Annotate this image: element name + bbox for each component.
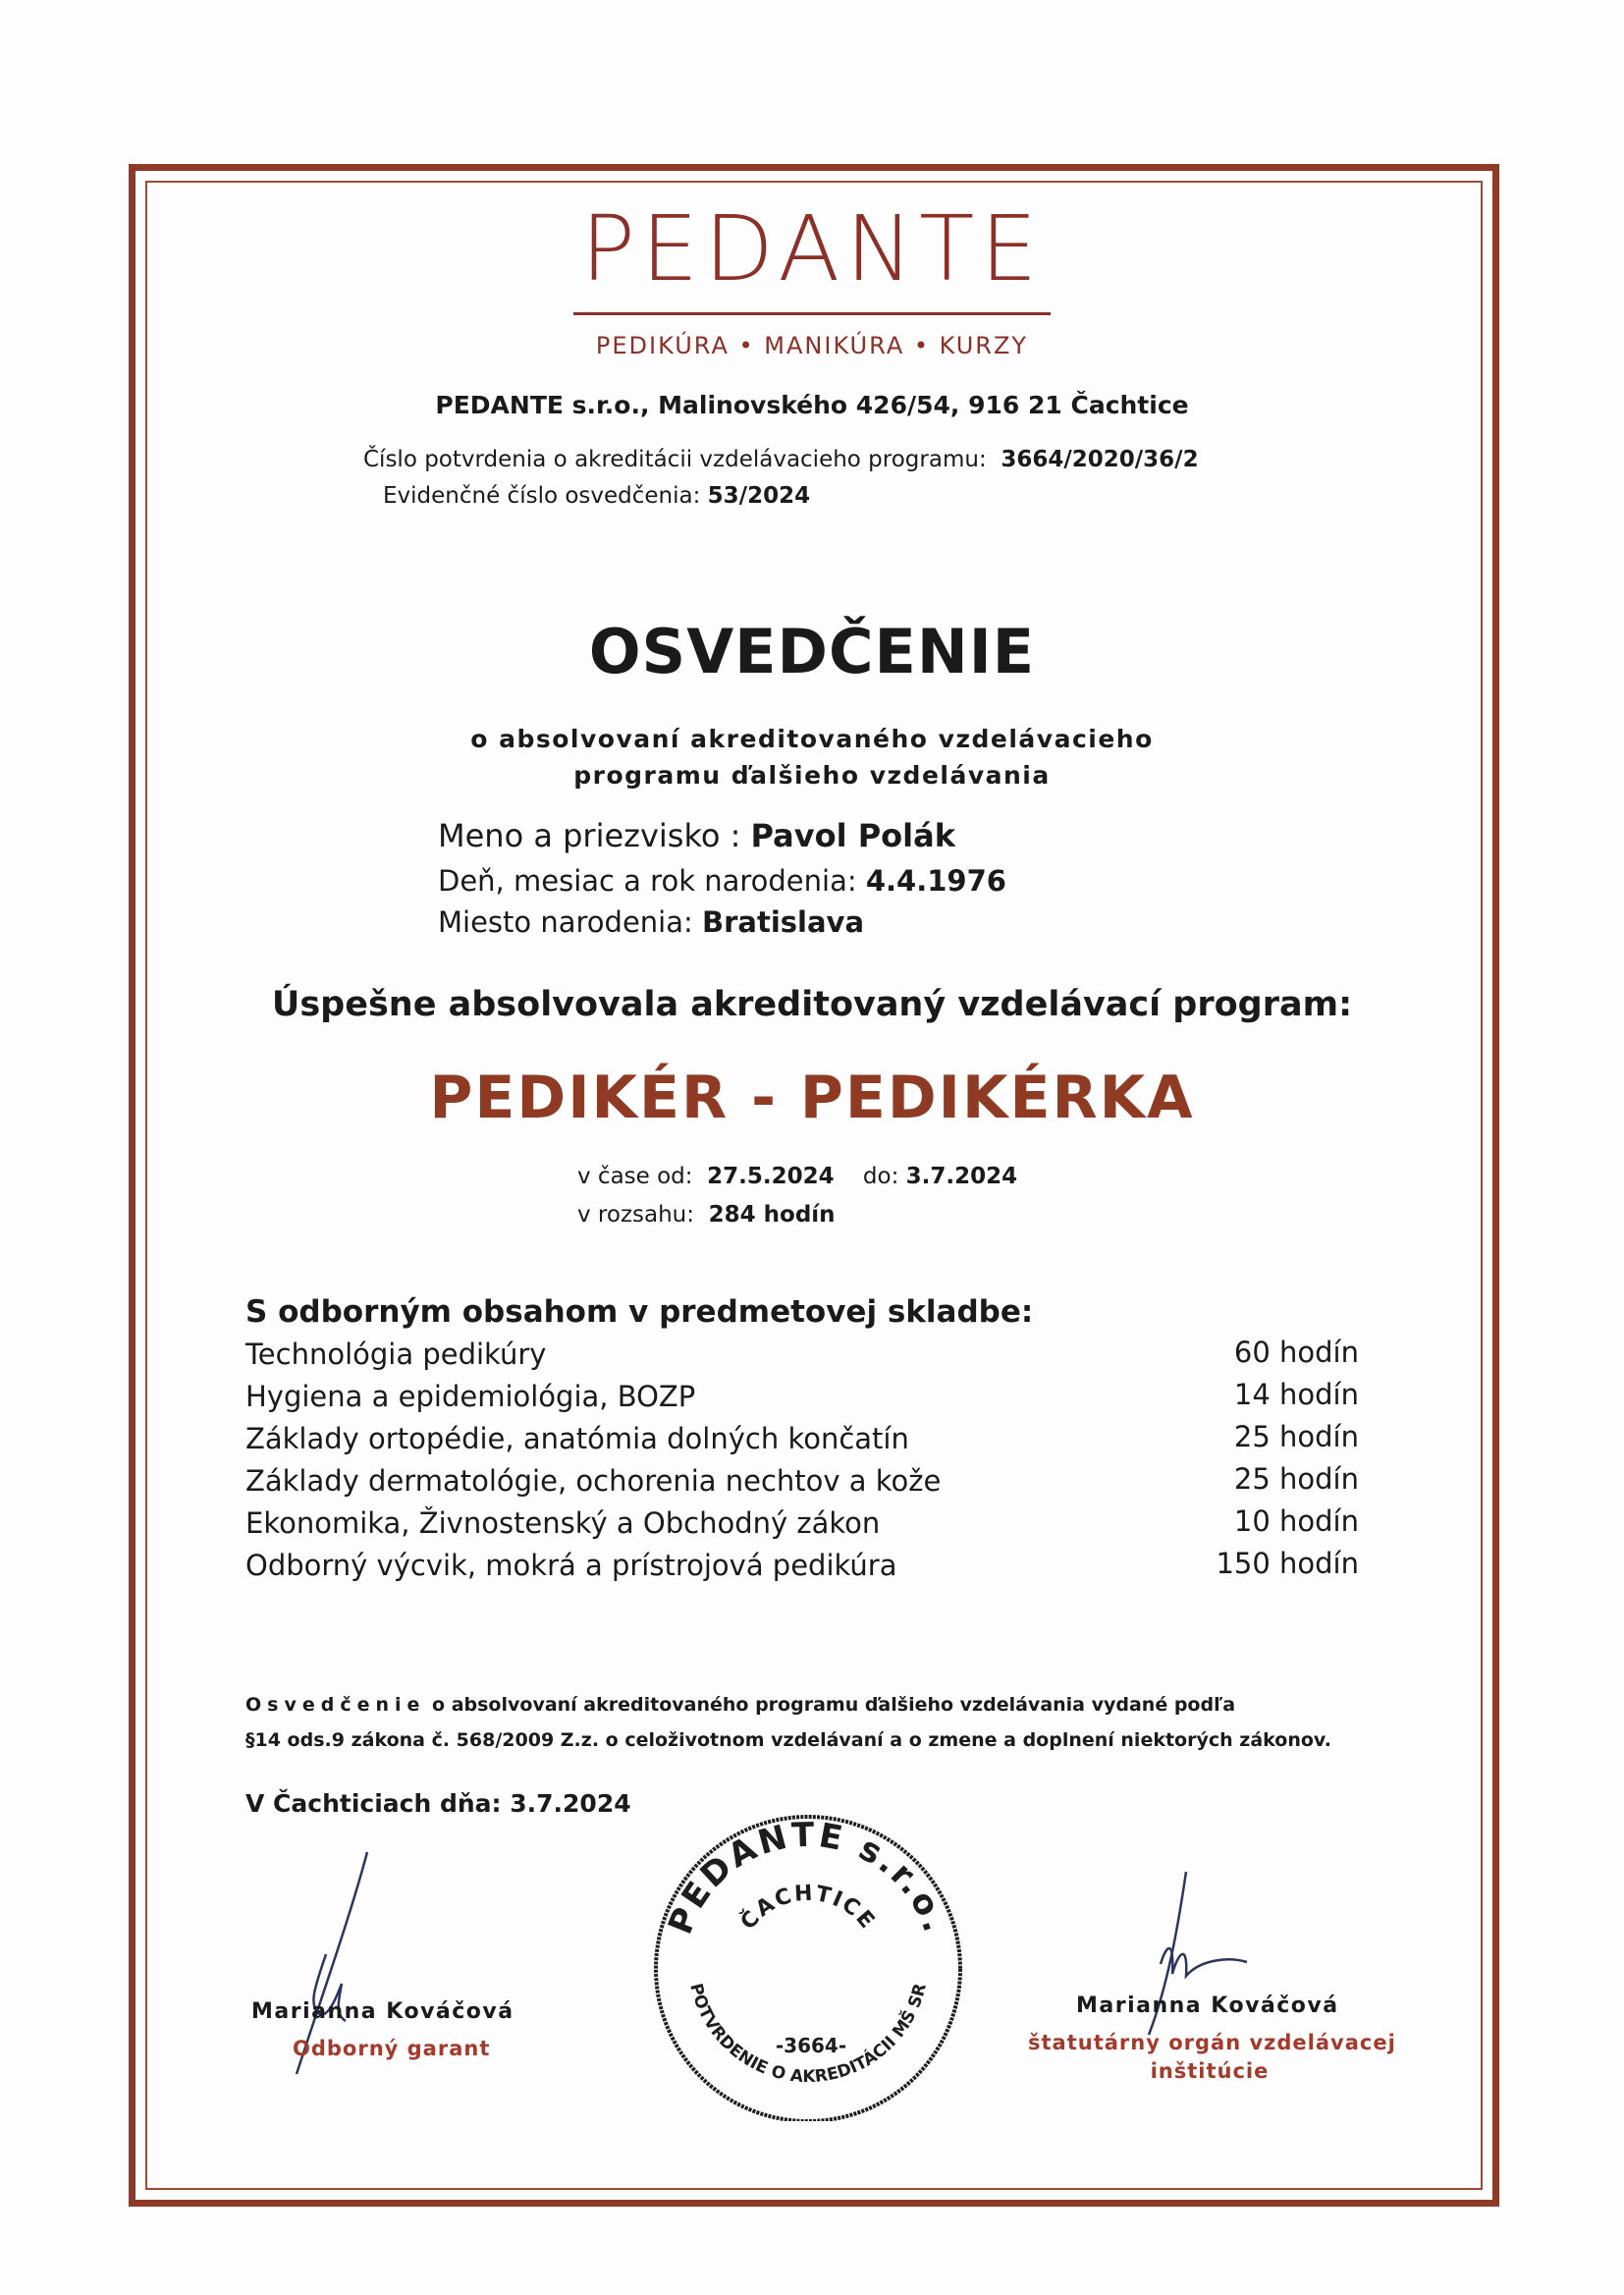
stamp-bottom-text: POTVRDENIE O AKREDITÁCII MŠ SR xyxy=(685,1981,931,2088)
logo-wordmark: PEDANTE xyxy=(580,196,1044,301)
stamp-city: ČACHTICE xyxy=(735,1881,881,1936)
subtitle-line-2: programu ďalšieho vzdelávania xyxy=(573,761,1051,790)
logo-tagline: PEDIKÚRA • MANIKÚRA • KURZY xyxy=(595,332,1029,359)
right-signatory-role xyxy=(1028,2029,1396,2086)
period-line xyxy=(577,1164,1017,1189)
evidence-label: Evidenčné číslo osvedčenia: xyxy=(383,483,701,509)
left-signatory-name: Marianna Kováčová xyxy=(251,1999,514,2024)
evidence-number: 53/2024 xyxy=(707,483,811,509)
subtitle-line-1: o absolvovaní akreditovaného vzdelávacieho xyxy=(470,725,1154,753)
stamp-number: -3664- xyxy=(775,2034,847,2057)
right-signatory-name: Marianna Kováčová xyxy=(1076,1994,1339,2018)
accreditation-line xyxy=(363,447,1199,472)
subject-hours: 25 hodín xyxy=(1233,1462,1359,1496)
scope-value: 284 hodín xyxy=(708,1202,836,1228)
from-date: 27.5.2024 xyxy=(707,1164,835,1189)
right-role-line-2: inštitúcie xyxy=(1150,2059,1270,2083)
subject-name: Technológia pedikúry xyxy=(245,1338,547,1371)
person-dob: 4.4.1976 xyxy=(865,864,1006,898)
subject-name: Odborný výcvik, mokrá a prístrojová pedikúra xyxy=(245,1549,897,1582)
dob-label: Deň, mesiac a rok narodenia: xyxy=(438,864,857,898)
person-name: Pavol Polák xyxy=(750,817,955,854)
certificate-subtitle xyxy=(0,721,1624,793)
subject-hours: 25 hodín xyxy=(1233,1420,1359,1453)
scope-label: v rozsahu: xyxy=(577,1202,694,1228)
subject-name: Ekonomika, Živnostenský a Obchodný zákon xyxy=(245,1506,881,1540)
person-birthplace: Bratislava xyxy=(702,905,865,939)
logo-divider xyxy=(573,312,1051,315)
from-label: v čase od: xyxy=(577,1164,693,1189)
subject-name: Hygiena a epidemiológia, BOZP xyxy=(245,1380,696,1413)
scope-line xyxy=(577,1202,836,1228)
svg-text:PEDANTE s.r.o. xyxy=(661,1816,955,1940)
accreditation-number: 3664/2020/36/2 xyxy=(1001,447,1199,472)
subject-name: Základy dermatológie, ochorenia nechtov a kože xyxy=(245,1464,942,1498)
evidence-line xyxy=(383,483,810,509)
person-name-line xyxy=(438,817,955,854)
to-label: do: xyxy=(862,1164,899,1189)
person-birthplace-line xyxy=(438,905,864,939)
left-signatory-role: Odborný garant xyxy=(293,2037,491,2060)
stamp-top-text: PEDANTE s.r.o. xyxy=(660,1815,956,1940)
person-dob-line xyxy=(438,864,1006,898)
birthplace-label: Miesto narodenia: xyxy=(438,905,693,939)
legal-note-lead: Osvedčenie xyxy=(245,1694,426,1716)
certificate-title: OSVEDČENIE xyxy=(588,616,1036,687)
program-name: PEDIKÉR - PEDIKÉRKA xyxy=(429,1064,1195,1132)
subject-hours: 60 hodín xyxy=(1233,1336,1359,1369)
subject-hours: 14 hodín xyxy=(1233,1378,1359,1411)
to-date: 3.7.2024 xyxy=(905,1164,1018,1189)
success-statement: Úspešne absolvovala akreditovaný vzdelávací program: xyxy=(271,985,1353,1024)
accreditation-label: Číslo potvrdenia o akreditácii vzdelávacieho programu: xyxy=(363,447,987,472)
svg-text:ČACHTICE xyxy=(735,1882,880,1935)
official-stamp xyxy=(646,1797,970,2121)
content-heading: S odborným obsahom v predmetovej skladbe: xyxy=(245,1294,1034,1330)
name-label: Meno a priezvisko : xyxy=(438,817,741,854)
company-address: PEDANTE s.r.o., Malinovského 426/54, 916 21 Čachtice xyxy=(435,391,1189,419)
place-and-date: V Čachticiach dňa: 3.7.2024 xyxy=(245,1789,631,1818)
right-role-line-1: štatutárny orgán vzdelávacej xyxy=(1028,2031,1396,2054)
legal-note-rest: o absolvovaní akreditovaného programu ďalšieho vzdelávania vydané podľa xyxy=(425,1694,1236,1716)
subject-hours: 10 hodín xyxy=(1233,1504,1359,1538)
legal-note-line-1 xyxy=(245,1687,1235,1722)
subject-hours: 150 hodín xyxy=(1216,1547,1359,1580)
subject-name: Základy ortopédie, anatómia dolných končatín xyxy=(245,1422,909,1455)
legal-note-line-2: §14 ods.9 zákona č. 568/2009 Z.z. o celoživotnom vzdelávaní a o zmene a doplnení niektorých zákonov. xyxy=(245,1729,1331,1751)
